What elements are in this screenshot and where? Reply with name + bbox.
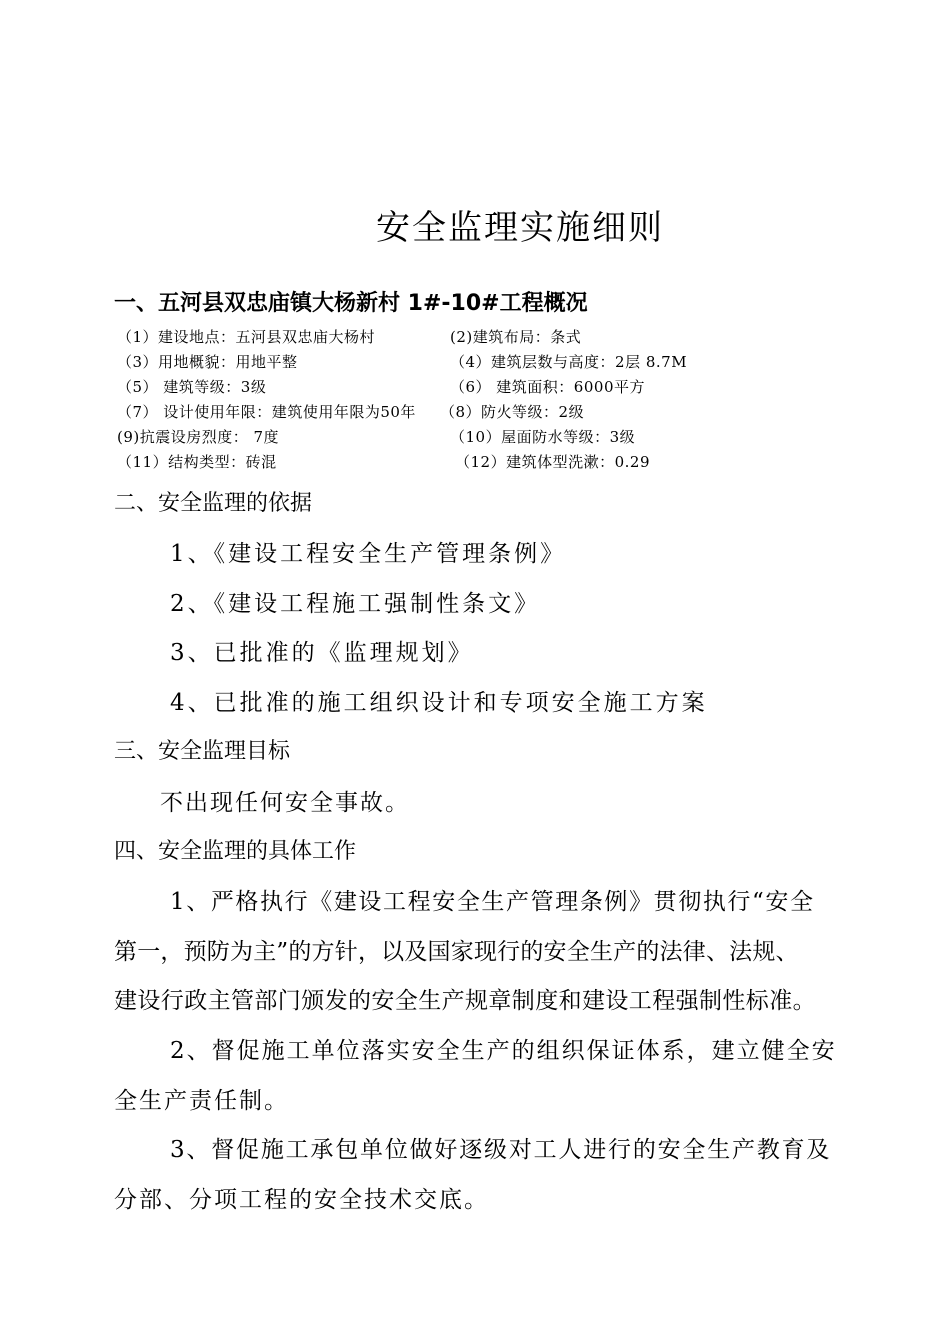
- basis-item: 4、已批准的施工组织设计和专项安全施工方案: [170, 690, 708, 716]
- overview-item: (2)建筑布局：条式: [450, 328, 582, 346]
- overview-item: （7） 设计使用年限：建筑使用年限为50年: [117, 403, 416, 421]
- overview-item: （3）用地概貌：用地平整: [117, 353, 298, 371]
- basis-item: 3、已批准的《监理规划》: [170, 640, 474, 666]
- basis-item: 1、《建设工程安全生产管理条例》: [170, 541, 567, 567]
- work-paragraph-line: 建设行政主管部门颁发的安全生产规章制度和建设工程强制性标准。: [114, 988, 816, 1014]
- overview-item: （4）建筑层数与高度：2层 8.7M: [450, 353, 688, 371]
- overview-item: （5） 建筑等级：3级: [117, 378, 267, 396]
- overview-item: （8）防火等级：2级: [440, 403, 585, 421]
- section-3-heading: 三、安全监理目标: [114, 739, 291, 764]
- work-paragraph-line: 第一，预防为主”的方针，以及国家现行的安全生产的法律、法规、: [114, 939, 799, 965]
- goal-text: 不出现任何安全事故。: [160, 790, 410, 816]
- work-paragraph-line: 1、严格执行《建设工程安全生产管理条例》贯彻执行“安全: [170, 889, 815, 915]
- overview-item: （10）屋面防水等级：3级: [450, 428, 636, 446]
- overview-item: （1）建设地点：五河县双忠庙大杨村: [117, 328, 376, 346]
- work-paragraph-line: 2、督促施工单位落实安全生产的组织保证体系，建立健全安: [170, 1038, 837, 1064]
- work-paragraph-line: 全生产责任制。: [114, 1088, 289, 1114]
- section-4-heading: 四、安全监理的具体工作: [114, 839, 357, 864]
- overview-item: （12）建筑体型洗漱：0.29: [455, 453, 650, 471]
- document-title: 安全监理实施细则: [376, 208, 664, 248]
- overview-item: （11）结构类型：砖混: [117, 453, 277, 471]
- section-2-heading: 二、安全监理的依据: [114, 491, 313, 516]
- work-paragraph-line: 分部、分项工程的安全技术交底。: [114, 1187, 489, 1213]
- basis-item: 2、《建设工程施工强制性条文》: [170, 591, 541, 617]
- overview-item: (9)抗震设房烈度： 7度: [117, 428, 280, 446]
- work-paragraph-line: 3、督促施工承包单位做好逐级对工人进行的安全生产教育及: [170, 1137, 832, 1163]
- overview-item: （6） 建筑面积：6000平方: [450, 378, 645, 396]
- section-1-heading: 一、五河县双忠庙镇大杨新村 1#-10#工程概况: [114, 291, 588, 316]
